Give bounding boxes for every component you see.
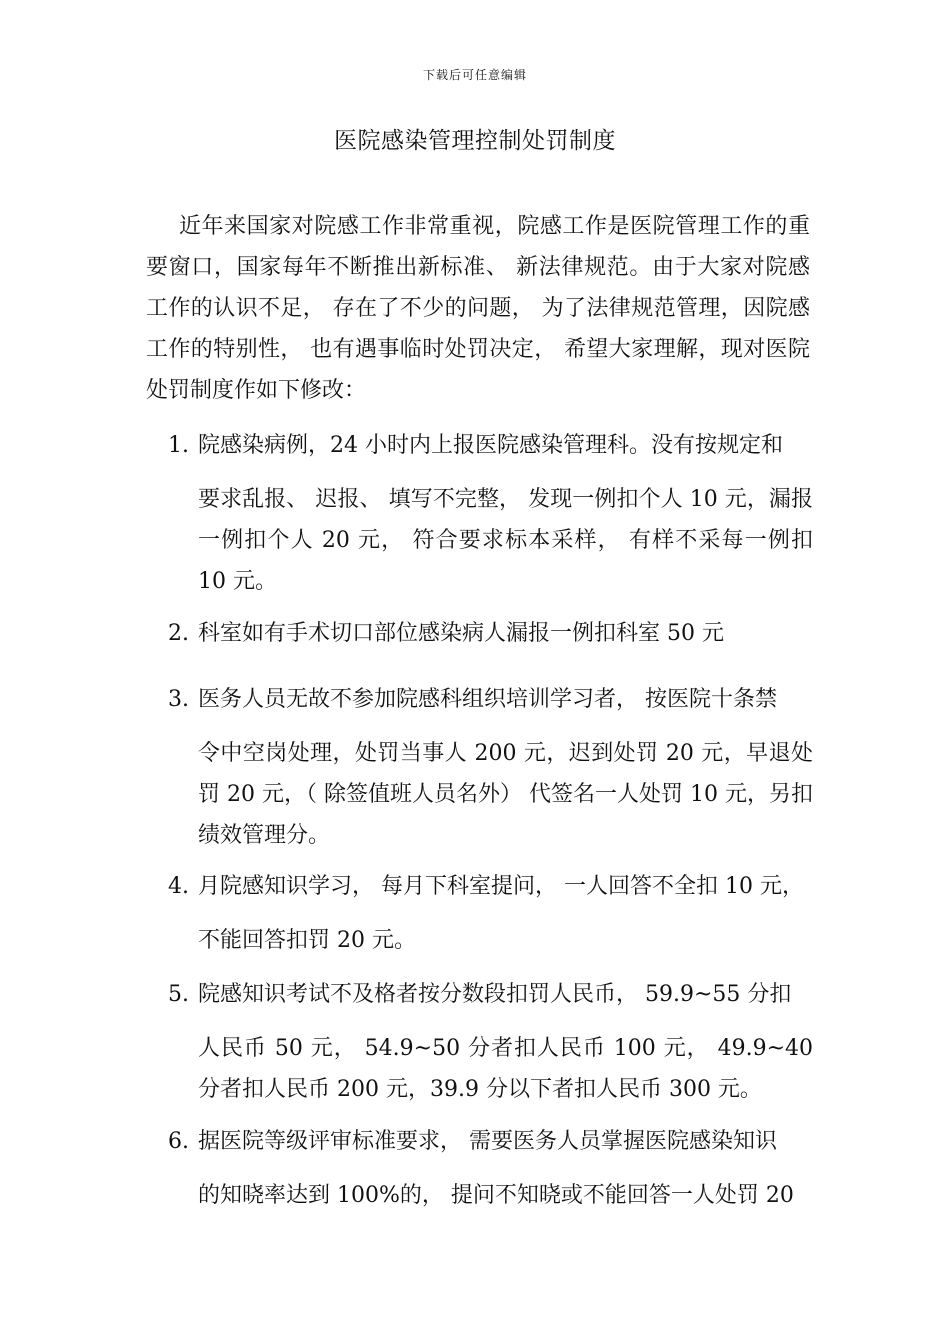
list-item xyxy=(168,866,813,961)
list-item-number: 5. xyxy=(168,982,189,1007)
page-header-note: 下载后可任意编辑 xyxy=(422,68,527,82)
list-item-number: 6. xyxy=(168,1129,189,1154)
list-item-first-line: 月院感知识学习， 每月下科室提问， 一人回答不全扣 10 元， xyxy=(198,874,804,899)
list-item-text: 人民币 50 元， 54.9~50 分者扣人民币 100 元， 49.9~40 分者扣人民币 200 元，39.9 分以下者扣人民币 300 元。 xyxy=(198,1036,813,1102)
list-item-first-line: 医务人员无故不参加院感科组织培训学习者， 按医院十条禁 xyxy=(198,687,777,712)
list-item-first-line: 院感染病例，24 小时内上报医院感染管理科。没有按规定和 xyxy=(198,433,783,458)
list-item-number: 1. xyxy=(168,433,189,458)
list-item-text: 的知晓率达到 100%的， 提问不知晓或不能回答一人处罚 20 xyxy=(198,1183,794,1208)
list-item xyxy=(168,679,813,856)
list-item-number: 4. xyxy=(168,874,189,899)
list-item-number: 3. xyxy=(168,687,189,712)
document-title: 医院感染管理控制处罚制度 xyxy=(334,128,616,154)
list-item xyxy=(168,613,813,667)
intro-paragraph: 近年来国家对院感工作非常重视，院感工作是医院管理工作的重要窗口，国家每年不断推出新标准、 新法律规范。由于大家对院感工作的认识不足， 存在了不少的问题， 为了法律规范管理，因院感工作的特别性， 也有遇事临时处罚决定， 希望大家理解，现对医院处罚制度作如下修改： xyxy=(146,214,810,403)
list-item-text: 令中空岗处理，处罚当事人 200 元，迟到处罚 20 元，早退处罚 20 元，（ 除签值班人员名外） 代签名一人处罚 10 元，另扣绩效管理分。 xyxy=(198,741,813,848)
list-item xyxy=(168,425,813,602)
list-item xyxy=(168,1121,813,1216)
list-item xyxy=(168,974,813,1110)
list-item-first-line: 据医院等级评审标准要求， 需要医务人员掌握医院感染知识 xyxy=(198,1129,777,1154)
list-item-text: 不能回答扣罚 20 元。 xyxy=(198,928,416,953)
list-item-number: 2. xyxy=(168,621,189,646)
list-item-first-line: 科室如有手术切口部位感染病人漏报一例扣科室 50 元 xyxy=(198,621,724,646)
list-item-first-line: 院感知识考试不及格者按分数段扣罚人民币， 59.9~55 分扣 xyxy=(198,982,792,1007)
list-item-text: 要求乱报、 迟报、 填写不完整， 发现一例扣个人 10 元，漏报一例扣个人 20 元， 符合要求标本采样， 有样不采每一例扣 10 元。 xyxy=(198,487,813,594)
